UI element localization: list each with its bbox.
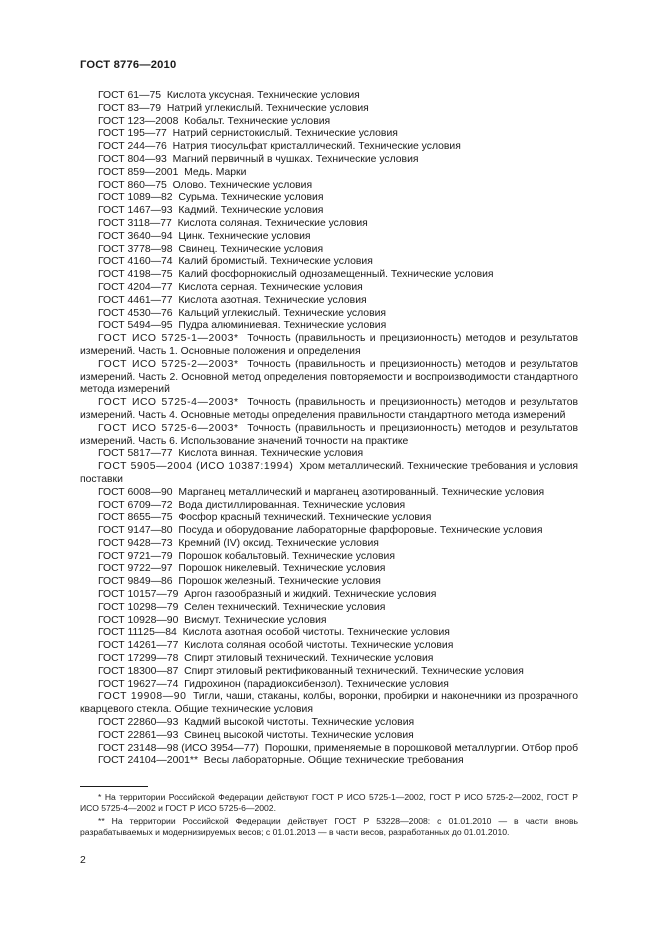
reference-title: Порошок никелевый. Технические условия	[178, 563, 386, 575]
reference-title: Порошок кобальтовый. Технические условия	[178, 550, 395, 562]
reference-entry	[80, 269, 578, 282]
reference-code: ГОСТ 22861—93	[98, 729, 179, 741]
reference-entry	[80, 320, 578, 333]
reference-code: ГОСТ 19627—74	[98, 678, 179, 690]
reference-code: ГОСТ 4461—77	[98, 294, 173, 306]
reference-code: ГОСТ 61—75	[98, 90, 162, 101]
reference-entry	[80, 525, 578, 538]
reference-entry	[80, 141, 578, 154]
reference-code: ГОСТ 3640—94	[98, 230, 173, 242]
reference-code: ГОСТ 9722—97	[98, 563, 173, 575]
reference-entry	[80, 103, 578, 116]
reference-entry	[80, 282, 578, 295]
reference-title: Кислота соляная. Технические условия	[177, 217, 368, 229]
reference-code: ГОСТ 804—93	[98, 153, 167, 165]
reference-code: ГОСТ 14261—77	[98, 640, 179, 652]
reference-entry	[80, 576, 578, 589]
reference-title: Свинец. Технические условия	[178, 243, 324, 255]
reference-code: ГОСТ 859—2001	[98, 166, 179, 178]
reference-code: ГОСТ 10298—79	[98, 601, 179, 613]
reference-title: Весы лабораторные. Общие технические требования	[203, 755, 464, 767]
reference-entry	[80, 180, 578, 193]
reference-title: Кадмий. Технические условия	[178, 205, 324, 217]
reference-code: ГОСТ 24104—2001**	[98, 755, 199, 767]
footnote: ** На территории Российской Федерации действует ГОСТ Р 53228—2008: с 01.01.2010 — в части вновь разрабатываемых и модернизируемых весов; с 01.01.2013 — в части весов, разработанных до 01.01.2010.	[80, 815, 578, 838]
reference-code: ГОСТ 1467—93	[98, 205, 173, 217]
reference-title: Кислота уксусная. Технические условия	[166, 90, 360, 101]
reference-title: Аргон газообразный и жидкий. Технические условия	[184, 589, 437, 601]
reference-entry	[80, 295, 578, 308]
reference-title: Калий фосфорнокислый однозамещенный. Технические условия	[178, 269, 494, 281]
reference-code: ГОСТ 3778—98	[98, 243, 173, 255]
reference-entry	[80, 640, 578, 653]
reference-code: ГОСТ 4204—77	[98, 281, 173, 293]
reference-code: ГОСТ 1089—82	[98, 192, 173, 204]
reference-title: Натрия тиосульфат кристаллический. Технические условия	[172, 141, 461, 153]
reference-code: ГОСТ 4530—76	[98, 307, 173, 319]
reference-entry	[80, 192, 578, 205]
reference-title: Марганец металлический и марганец азотированный. Технические условия	[178, 486, 545, 498]
reference-entry	[80, 717, 578, 730]
reference-code: ГОСТ 10928—90	[98, 614, 179, 626]
reference-code: ГОСТ 4198—75	[98, 269, 173, 281]
reference-code: ГОСТ 22860—93	[98, 717, 179, 729]
running-header-text: ГОСТ 8776—2010	[80, 59, 177, 71]
reference-entry	[80, 679, 578, 692]
reference-entry	[80, 397, 578, 423]
reference-code: ГОСТ 860—75	[98, 179, 167, 191]
reference-title: Свинец высокой чистоты. Технические условия	[184, 729, 414, 741]
reference-title: Тигли, чаши, стаканы, колбы, воронки, пробирки и наконечники из прозрачного кварцевого стекла. Общие технические условия	[80, 691, 578, 716]
reference-title: Порошок железный. Технические условия	[178, 576, 381, 588]
reference-title: Кальций углекислый. Технические условия	[178, 307, 387, 319]
reference-title: Посуда и оборудование лабораторные фарфоровые. Технические условия	[178, 525, 543, 537]
reference-entry	[80, 333, 578, 359]
reference-title: Точность (правильность и прецизионность) методов и результатов измерений. Часть 4. Основные методы определения правильности стандартного метода измерений	[80, 397, 578, 421]
reference-code: ГОСТ 123—2008	[98, 115, 179, 127]
reference-entry	[80, 448, 578, 461]
reference-code: ГОСТ ИСО 5725-2—2003*	[98, 358, 239, 370]
reference-title: Кремний (IV) оксид. Технические условия	[178, 537, 379, 549]
reference-title: Висмут. Технические условия	[184, 614, 327, 626]
normative-references-list	[80, 90, 578, 768]
reference-code: ГОСТ 244—76	[98, 141, 167, 153]
reference-title: Цинк. Технические условия	[178, 230, 311, 242]
reference-entry	[80, 423, 578, 449]
reference-code: ГОСТ 5817—77	[98, 448, 173, 460]
reference-code: ГОСТ 10157—79	[98, 589, 179, 601]
reference-entry	[80, 615, 578, 628]
reference-title: Точность (правильность и прецизионность) методов и результатов измерений. Часть 2. Основной метод определения повторяемости и воспроизводимости стандартного метода измерений	[80, 358, 578, 396]
reference-code: ГОСТ 23148—98 (ИСО 3954—77)	[98, 742, 259, 754]
reference-entry	[80, 743, 578, 756]
reference-entry	[80, 627, 578, 640]
reference-entry	[80, 512, 578, 525]
reference-code: ГОСТ 4160—74	[98, 256, 173, 268]
reference-title: Олово. Технические условия	[172, 179, 313, 191]
reference-title: Порошки, применяемые в порошковой металлургии. Отбор проб	[264, 742, 579, 754]
reference-entry	[80, 231, 578, 244]
footnote-separator-rule	[80, 786, 148, 787]
reference-code: ГОСТ 83—79	[98, 102, 162, 114]
reference-entry	[80, 218, 578, 231]
reference-title: Хром металлический. Технические требования и условия поставки	[80, 461, 578, 485]
reference-code: ГОСТ 5494—95	[98, 320, 173, 332]
reference-code: ГОСТ 9849—86	[98, 576, 173, 588]
reference-title: Натрий углекислый. Технические условия	[166, 102, 369, 114]
reference-title: Вода дистиллированная. Технические условия	[178, 499, 406, 511]
footnote: * На территории Российской Федерации действуют ГОСТ Р ИСО 5725-1—2002, ГОСТ Р ИСО 5725-2—2002, ГОСТ Р ИСО 5725-4—2002 и ГОСТ Р ИСО 5725-6—2002.	[80, 792, 578, 814]
reference-code: ГОСТ ИСО 5725-6—2003*	[98, 422, 239, 434]
reference-entry	[80, 538, 578, 551]
reference-title: Магний первичный в чушках. Технические условия	[172, 153, 419, 165]
reference-title: Сурьма. Технические условия	[178, 192, 324, 204]
reference-title: Кислота винная. Технические условия	[178, 448, 364, 460]
reference-title: Кислота соляная особой чистоты. Технические условия	[184, 640, 454, 652]
reference-code: ГОСТ 9428—73	[98, 537, 173, 549]
reference-code: ГОСТ ИСО 5725-1—2003*	[98, 333, 239, 345]
reference-entry	[80, 500, 578, 513]
reference-entry	[80, 755, 578, 768]
reference-title: Спирт этиловый технический. Технические условия	[184, 653, 434, 665]
reference-entry	[80, 653, 578, 666]
reference-entry	[80, 589, 578, 602]
reference-code: ГОСТ 9147—80	[98, 525, 173, 537]
reference-title: Кобальт. Технические условия	[184, 115, 331, 127]
reference-entry	[80, 359, 578, 397]
reference-title: Кадмий высокой чистоты. Технические условия	[184, 717, 415, 729]
reference-entry	[80, 551, 578, 564]
reference-code: ГОСТ 5905—2004 (ИСО 10387:1994)	[98, 461, 294, 473]
reference-entry	[80, 256, 578, 269]
reference-entry	[80, 730, 578, 743]
reference-code: ГОСТ 19908—90	[98, 691, 187, 703]
reference-code: ГОСТ 17299—78	[98, 653, 179, 665]
reference-entry	[80, 116, 578, 129]
reference-entry	[80, 90, 578, 103]
reference-title: Спирт этиловый ректификованный технический. Технические условия	[184, 665, 524, 677]
reference-code: ГОСТ ИСО 5725-4—2003*	[98, 397, 239, 409]
reference-entry	[80, 563, 578, 576]
reference-code: ГОСТ 18300—87	[98, 665, 179, 677]
reference-code: ГОСТ 9721—79	[98, 550, 173, 562]
reference-entry	[80, 308, 578, 321]
reference-entry	[80, 154, 578, 167]
running-header	[80, 59, 176, 71]
reference-title: Кислота серная. Технические условия	[178, 281, 363, 293]
reference-title: Калий бромистый. Технические условия	[178, 256, 373, 268]
reference-title: Точность (правильность и прецизионность) методов и результатов измерений. Часть 1. Основные положения и определения	[80, 333, 578, 357]
reference-code: ГОСТ 195—77	[98, 128, 167, 140]
reference-code: ГОСТ 6008—90	[98, 486, 173, 498]
reference-entry	[80, 205, 578, 218]
reference-title: Кислота азотная особой чистоты. Технические условия	[182, 627, 450, 639]
footnotes-block	[80, 786, 578, 839]
reference-entry	[80, 602, 578, 615]
reference-title: Гидрохинон (парадиоксибензол). Технические условия	[184, 678, 449, 690]
reference-entry	[80, 461, 578, 487]
page-number: 2	[80, 855, 86, 866]
reference-title: Медь. Марки	[184, 166, 247, 178]
reference-title: Фосфор красный технический. Технические условия	[178, 512, 432, 524]
reference-entry	[80, 128, 578, 141]
reference-title: Кислота азотная. Технические условия	[178, 294, 367, 306]
reference-title: Точность (правильность и прецизионность) методов и результатов измерений. Часть 6. Использование значений точности на практике	[80, 422, 578, 447]
reference-entry	[80, 666, 578, 679]
reference-code: ГОСТ 3118—77	[98, 217, 172, 229]
reference-code: ГОСТ 6709—72	[98, 499, 173, 511]
reference-code: ГОСТ 8655—75	[98, 512, 173, 524]
reference-entry	[80, 167, 578, 180]
reference-title: Натрий сернистокислый. Технические условия	[172, 128, 398, 140]
reference-title: Пудра алюминиевая. Технические условия	[178, 320, 387, 332]
reference-code: ГОСТ 11125—84	[98, 627, 177, 639]
reference-title: Селен технический. Технические условия	[184, 601, 386, 613]
reference-entry	[80, 691, 578, 717]
reference-entry	[80, 244, 578, 257]
reference-entry	[80, 487, 578, 500]
